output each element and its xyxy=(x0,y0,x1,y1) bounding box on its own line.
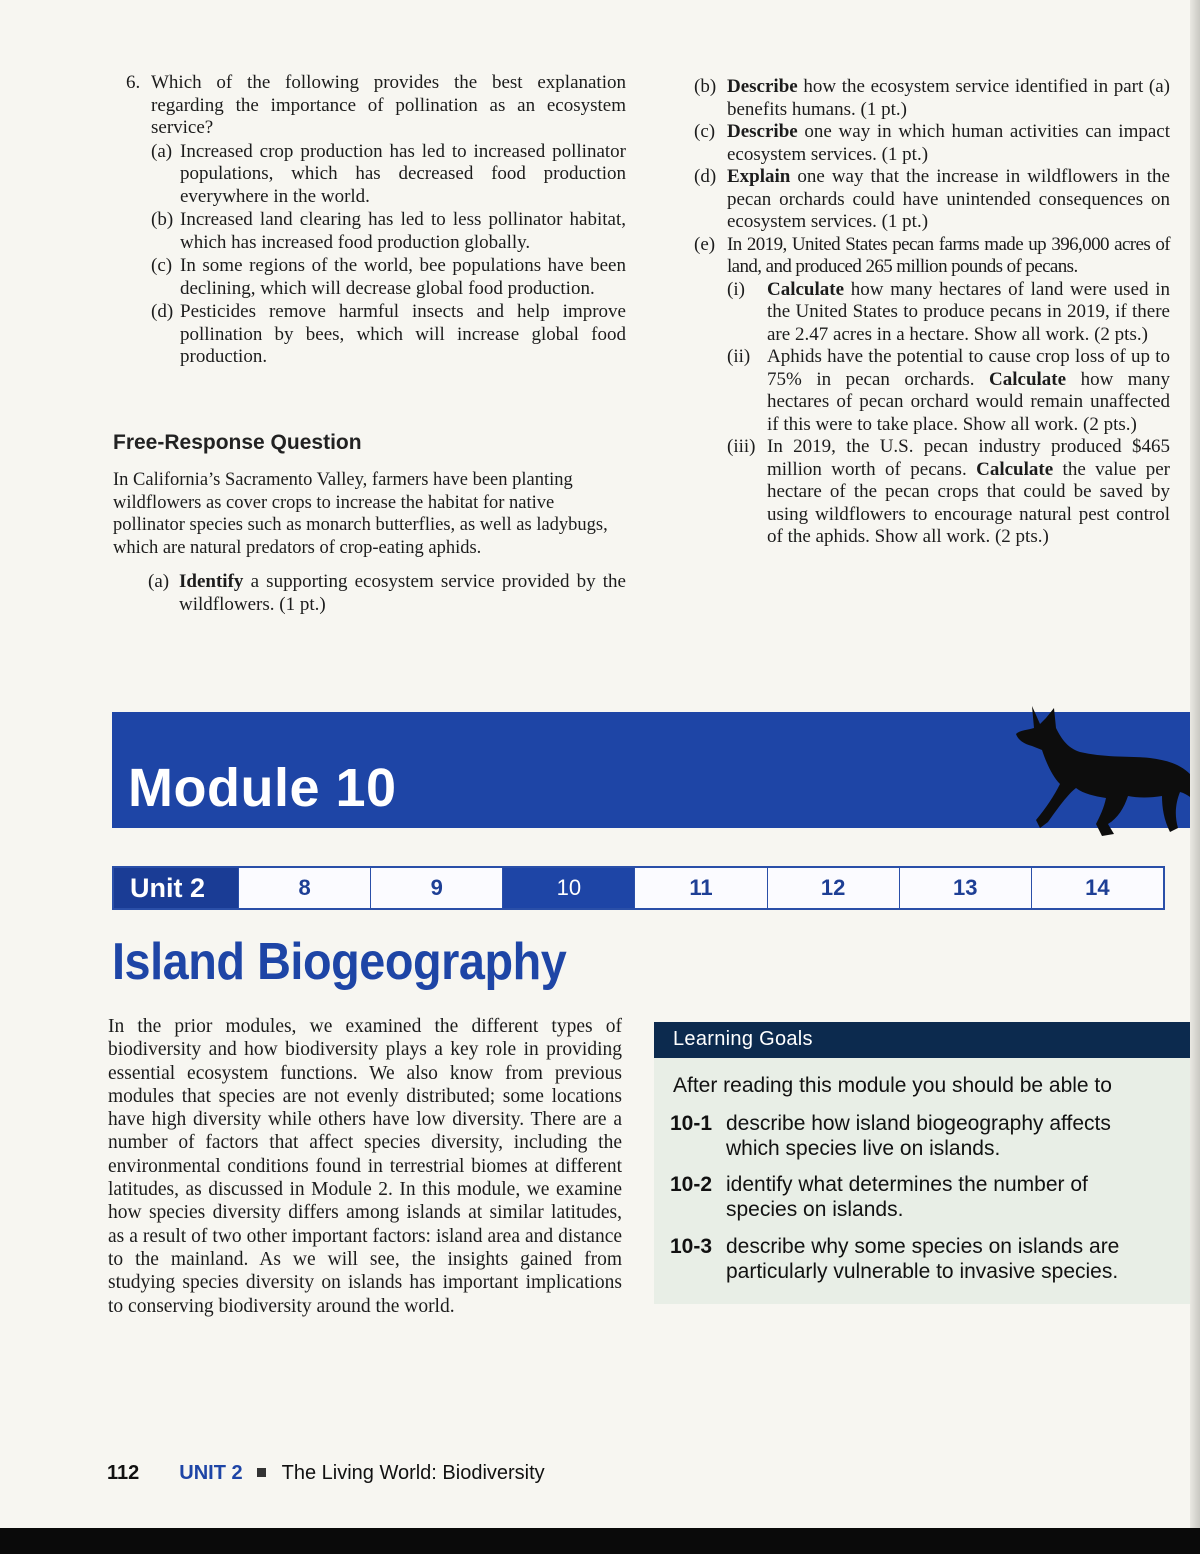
part-keyword: Identify xyxy=(179,571,244,592)
part-keyword: Describe xyxy=(727,76,798,97)
option-d xyxy=(151,301,626,369)
nav-module-10-active: 10 xyxy=(502,868,634,908)
frq-part-c xyxy=(694,121,1170,166)
option-text: Increased land clearing has led to less pollinator habitat, which has increased food production globally. xyxy=(180,209,626,253)
module-title: Island Biogeography xyxy=(112,933,567,991)
nav-module-8: 8 xyxy=(238,868,370,908)
learning-goal xyxy=(670,1235,1150,1284)
fox-silhouette-icon xyxy=(1010,700,1200,840)
sub-body: how many hectares of pecan orchard would remain unaffected if this were to take place. Show all work. (2 pts.) xyxy=(767,368,1170,435)
frq-heading: Free-Response Question xyxy=(113,431,362,454)
question-stem: Which of the following provides the best explanation regarding the importance of pollination as an ecosystem service? xyxy=(151,72,626,138)
option-text: Pesticides remove harmful insects and help improve pollination by bees, which will increase global food production. xyxy=(180,301,626,367)
part-label: (d) xyxy=(694,166,717,187)
option-label: (c) xyxy=(151,255,173,276)
frq-part-e-i xyxy=(727,279,1170,347)
option-label: (d) xyxy=(151,301,174,322)
sub-pre: Aphids have the potential to cause crop loss of up to 75% in pecan orchards. xyxy=(767,346,1170,390)
option-b xyxy=(151,209,626,254)
part-text xyxy=(727,166,1170,234)
footer-unit: UNIT 2 xyxy=(179,1462,243,1484)
goal-text: describe why some species on islands are particularly vulnerable to invasive species. xyxy=(726,1235,1120,1283)
part-text xyxy=(727,121,1170,166)
sub-keyword: Calculate xyxy=(767,278,845,300)
learning-goal xyxy=(670,1173,1150,1222)
nav-module-13: 13 xyxy=(899,868,1031,908)
sub-body: the value per hectare of the pecan crops that could be saved by using wildflowers to encourage natural pest control of the aphids. Show all work. (2 pts.) xyxy=(767,458,1170,547)
frq-intro: In California’s Sacramento Valley, farmers have been planting wildflowers as cover crops to increase the habitat for native pollinator species such as monarch butterflies, as well as ladybugs, which are natural predators of crop-eating aphids. xyxy=(113,470,608,558)
footer-separator-icon xyxy=(257,1468,266,1477)
part-label: (e) xyxy=(694,233,716,255)
module-intro: In the prior modules, we examined the different types of biodiversity and how biodiversity plays a key role in providing essential ecosystem functions. We also know from previous modules that species are not evenly distributed; some locations have high diversity while others have low diversity. There are a number of factors that affect species diversity, including the environmental conditions found in terrestrial biomes at different latitudes, as discussed in Module 2. In this module, we examine how species diversity differs among islands at similar latitudes, as a result of two other important factors: island area and distance to the mainland. As we will see, the insights gained from studying species diversity on islands has important implications to conserving biodiversity around the world. xyxy=(108,1016,622,1317)
goal-number: 10-1 xyxy=(670,1112,713,1135)
learning-goals-heading: Learning Goals xyxy=(673,1028,813,1050)
nav-module-9: 9 xyxy=(370,868,502,908)
sub-text xyxy=(767,279,1170,347)
part-body: a supporting ecosystem service provided by the wildflowers. (1 pt.) xyxy=(179,571,626,615)
part-keyword: Explain xyxy=(727,166,791,187)
sub-text xyxy=(767,436,1170,549)
part-label: (a) xyxy=(148,571,170,592)
frq-part-d xyxy=(694,166,1170,234)
part-keyword: Describe xyxy=(727,121,798,142)
frq-part-e xyxy=(694,234,1170,279)
frq-part-e-ii xyxy=(727,346,1170,436)
page-number: 112 xyxy=(107,1462,140,1484)
part-body: one way in which human activities can impact ecosystem services. (1 pt.) xyxy=(727,121,1170,165)
unit-navigation xyxy=(112,866,1165,910)
sub-body: how many hectares of land were used in the United States to produce pecans in 2019, if there are 2.47 acres in a hectare. Show all work. (2 pts.) xyxy=(767,278,1170,345)
part-text xyxy=(727,76,1170,121)
part-text: In 2019, United States pecan farms made up 396,000 acres of land, and produced 265 million pounds of pecans. xyxy=(727,233,1170,277)
part-label: (b) xyxy=(694,76,717,97)
part-body: one way that the increase in wildflowers in the pecan orchards could have unintended consequences on ecosystem services. (1 pt.) xyxy=(727,166,1170,232)
part-text xyxy=(179,571,626,616)
frq-part-b xyxy=(694,76,1170,121)
goal-number: 10-2 xyxy=(670,1173,713,1196)
footer-title: The Living World: Biodiversity xyxy=(281,1462,545,1484)
sub-label: (iii) xyxy=(727,436,756,457)
sub-keyword: Calculate xyxy=(976,458,1054,480)
frq-part-e-iii xyxy=(727,436,1170,549)
sub-keyword: Calculate xyxy=(989,368,1067,390)
option-a xyxy=(151,141,626,209)
option-label: (a) xyxy=(151,140,173,162)
nav-module-12: 12 xyxy=(767,868,899,908)
part-body: how the ecosystem service identified in part (a) benefits humans. (1 pt.) xyxy=(727,76,1170,120)
goal-number: 10-3 xyxy=(670,1235,713,1258)
learning-goals-lead: After reading this module you should be able to xyxy=(673,1074,1112,1097)
nav-module-11: 11 xyxy=(634,868,766,908)
page-edge-shadow xyxy=(1190,0,1200,1528)
page-footer xyxy=(107,1462,545,1485)
option-text: In some regions of the world, bee populations have been declining, which will decrease global food production. xyxy=(180,255,626,299)
sub-pre: In 2019, the U.S. pecan industry produced $465 million worth of pecans. xyxy=(767,436,1170,480)
question-6 xyxy=(126,72,626,369)
part-label: (c) xyxy=(694,121,716,142)
nav-module-14: 14 xyxy=(1031,868,1163,908)
learning-goal xyxy=(670,1112,1150,1161)
nav-unit-label: Unit 2 xyxy=(114,868,238,908)
goal-text: identify what determines the number of species on islands. xyxy=(726,1173,1088,1221)
sub-label: (ii) xyxy=(727,346,751,367)
module-banner-title: Module 10 xyxy=(128,758,397,818)
option-text: Increased crop production has led to increased pollinator populations, which has decreased food production everywhere in the world. xyxy=(180,140,626,207)
scan-bottom-edge xyxy=(0,1528,1200,1554)
goal-text: describe how island biogeography affects which species live on islands. xyxy=(726,1112,1111,1160)
option-label: (b) xyxy=(151,209,174,230)
frq-parts xyxy=(694,76,1170,549)
sub-text xyxy=(767,346,1170,436)
sub-label: (i) xyxy=(727,278,745,300)
option-c xyxy=(151,255,626,300)
frq-part-a xyxy=(148,571,626,616)
question-number: 6. xyxy=(126,72,141,93)
